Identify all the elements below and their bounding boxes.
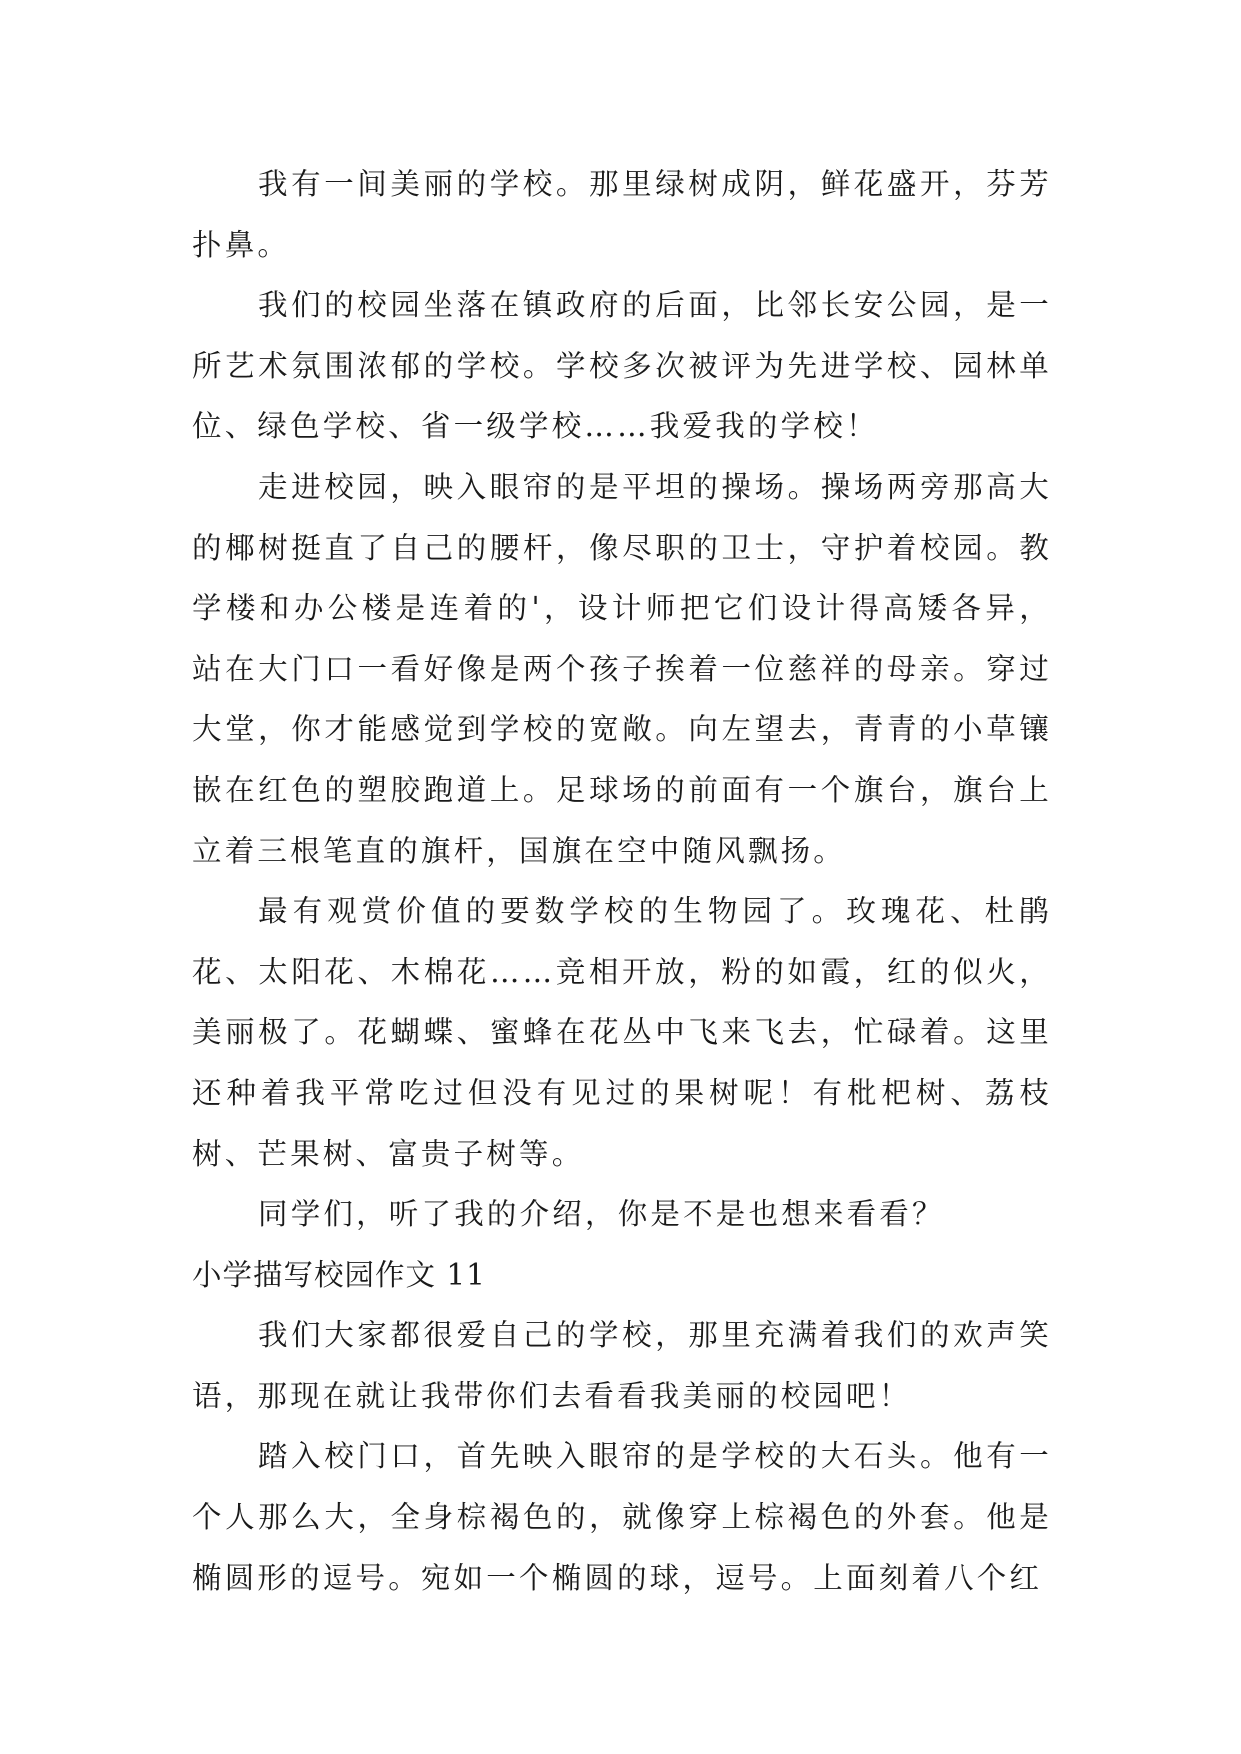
section-heading: 小学描写校园作文 11 [192,1257,486,1292]
paragraph: 我有一间美丽的学校。那里绿树成阴，鲜花盛开，芬芳扑鼻。 [192,167,1052,262]
paragraph: 同学们，听了我的介绍，你是不是也想来看看？ [258,1197,945,1232]
document-body [192,154,1052,1608]
paragraph: 最有观赏价值的要数学校的生物园了。玫瑰花、杜鹃花、太阳花、木棉花……竞相开放，粉的如霞，红的似火，美丽极了。花蝴蝶、蜜蜂在花丛中飞来飞去，忙碌着。这里还种着我平常吃过但没有见过的果树呢！有枇杷树、荔枝树、芒果树、富贵子树等。 [192,894,1052,1171]
paragraph: 踏入校门口，首先映入眼帘的是学校的大石头。他有一个人那么大，全身棕褐色的，就像穿上棕褐色的外套。他是椭圆形的逗号。宛如一个椭圆的球，逗号。上面刻着八个红 [192,1439,1052,1595]
paragraph: 走进校园，映入眼帘的是平坦的操场。操场两旁那高大的椰树挺直了自己的腰杆，像尽职的卫士，守护着校园。教学楼和办公楼是连着的'，设计师把它们设计得高矮各异，站在大门口一看好像是两个孩子挨着一位慈祥的母亲。穿过大堂，你才能感觉到学校的宽敞。向左望去，青青的小草镶嵌在红色的塑胶跑道上。足球场的前面有一个旗台，旗台上立着三根笔直的旗杆，国旗在空中随风飘扬。 [192,469,1052,868]
paragraph: 我们的校园坐落在镇政府的后面，比邻长安公园，是一所艺术氛围浓郁的学校。学校多次被评为先进学校、园林单位、绿色学校、省一级学校……我爱我的学校！ [192,288,1052,444]
paragraph: 我们大家都很爱自己的学校，那里充满着我们的欢声笑语，那现在就让我带你们去看看我美丽的校园吧！ [192,1318,1052,1413]
